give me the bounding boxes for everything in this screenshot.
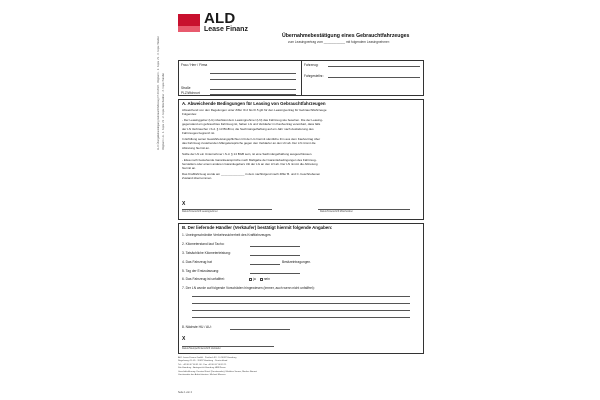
footer-line: Vorsitzender des Aufsichtsrates: Michael Masseo: [178, 374, 226, 377]
lessee-signature-caption: Datum/Unterschrift Leasingnehmer: [182, 210, 218, 213]
section-a-line-7: In Erfüllung seiner Gewährleistungspflichten tritt der LG hiermit sämtliche ihm aus dem Kaufvertrag über: [182, 137, 321, 141]
page-number: Seite 1 von 2: [178, 391, 192, 394]
accident-free-options: [248, 277, 270, 281]
mileage-field[interactable]: [250, 255, 300, 256]
item-8: 8. Nächste HU / AU:: [182, 325, 212, 329]
name-field-line2[interactable]: [210, 79, 296, 80]
section-a-line-11: - Etwa noch bestehende Garantieansprüche nach Maßgabe der Garantiebedingungen des Fahrzeug-: [182, 157, 317, 162]
section-a-line-5: der LN Verbraucher i.S.d. § 13 BGB ist, die Sachmängelhaftung auf ein Jahr nach Auslieferung des: [182, 126, 314, 131]
sidebar-copy-distribution: Original 1 LG · 1. Kopie LN · 2. Kopie Mitschuldner · 3. Kopie Händler: [162, 72, 165, 150]
label-street: Straße: [181, 86, 191, 90]
dealer-signature-caption: Datum/Stempel/Unterschrift Verkäufer: [182, 347, 221, 350]
prior-damage-line-3[interactable]: [192, 310, 410, 311]
label-city: PLZ/Wohnort: [181, 91, 200, 95]
item-3: 3. Tatsächliche Kilometerleistung:: [182, 251, 231, 255]
logo-red-square: [178, 14, 200, 26]
odometer-field[interactable]: [250, 246, 300, 247]
city-field[interactable]: [210, 94, 296, 95]
document-page: [170, 0, 432, 400]
item-4: 4. Das Fahrzeug hat: [182, 260, 212, 264]
ald-logo: [178, 12, 262, 36]
prior-damage-line-2[interactable]: [192, 303, 410, 304]
accident-free-yes-checkbox[interactable]: [249, 278, 252, 281]
footer-line: Tel.: +49 40 47 06 61 00 · Fax +49 40 47 06 61 11: [178, 363, 227, 366]
section-a-title: A. Abweichende Bedingungen für Leasing von Gebrauchtfahrzeugen: [182, 101, 326, 106]
section-a-line-8: das Fahrzeug zustehenden Mängelansprüche gegen den Verkäufer an den LN ab. Der LN nimmt die: [182, 141, 316, 146]
section-a-line-13: hiermit an.: [182, 166, 197, 171]
street-field[interactable]: [210, 89, 296, 90]
vin-field[interactable]: [328, 77, 420, 78]
footer-line: Geschäftsführung: Karsten Rösel (Vorsitzender), Matthias Saurer, Markus Bonnet: [178, 370, 257, 373]
section-a-line-15: Zustand übernommen.: [182, 176, 213, 181]
section-a-line-1: Abweichend von den Regelungen unter Ziffer III.2 bis III.5 gilt für den Leasingvertrag für Gebrauchtfahrzeuge: [182, 108, 327, 112]
label-name: Frau / Herr / Firma: [181, 63, 208, 67]
first-registration-field[interactable]: [250, 273, 300, 274]
item-6: 6. Das Fahrzeug ist unfallfrei:: [182, 277, 225, 281]
sidebar-form-reference: ALD Übergabebestätigung Gebrauchtfahrzeug 07.03.2023 · Original 1 · 2. Kopie LN · 3. Kopie Händler: [157, 36, 160, 150]
section-a-line-4: gegenstand ein gebrauchtes Fahrzeug ist, haben LG und Verkäufer im Kaufvertrag vereinbart, dass falls: [182, 122, 321, 127]
section-a-line-14: Das Kraftfahrzeug wurde am ______________ in dem nachfolgend nach Ziffer B. und C. beschriebenen: [182, 172, 321, 176]
accident-free-no-checkbox[interactable]: [260, 278, 263, 281]
brand-name: ALD: [204, 10, 236, 27]
no-label: nein: [263, 277, 270, 281]
document-title: Übernahmebestätigung eines Gebrauchtfahrzeuges: [282, 33, 410, 39]
item-1: 1. Uneingeschränkte Verkehrssicherheit des Kraftfahrzeuges: [182, 233, 271, 237]
owners-field[interactable]: [250, 264, 280, 265]
label-vin: Fahrgestellnr.:: [304, 74, 325, 78]
section-a-line-2: Folgendes:: [182, 112, 197, 117]
codebtor-signature-caption: Datum/Unterschrift Mitschuldner: [320, 210, 353, 213]
section-a-line-6: Fahrzeuges begrenzt ist.: [182, 130, 216, 135]
section-a-sign-mark: X: [182, 201, 186, 207]
footer-company-info: [178, 357, 257, 377]
footer-line: ALD Lease Finanz GmbH · Postfach 83 · D-20097 Hamburg: [178, 357, 237, 359]
box-divider: [301, 60, 302, 96]
label-vehicle: Fahrzeug:: [304, 63, 319, 67]
yes-label: ja: [253, 277, 256, 281]
brand-subname: Lease Finanz: [204, 26, 248, 33]
logo-pink-bar: [178, 26, 200, 32]
inspection-field[interactable]: [230, 329, 290, 330]
owners-suffix: Besitzeintragungen.: [282, 260, 312, 264]
item-2: 2. Kilometerstand laut Tacho:: [182, 242, 225, 246]
section-a-line-10: Sollte der LN ein Unternehmer i.S.d. § 14 BGB sein, ist eine Sachmängelhaftung ausgeschlossen.: [182, 151, 313, 156]
section-a-line-12: herstellers oder einem anderen Garantiegebers tritt der LG an den LN ab. Der LN nimmt die Abtretung: [182, 161, 318, 166]
footer-line: Nagelsweg 41–45 · 20097 Hamburg · Deutschland: [178, 360, 228, 363]
vehicle-field[interactable]: [328, 66, 420, 67]
name-field[interactable]: [210, 73, 296, 74]
item-5: 5. Tag der Erstzulassung:: [182, 269, 220, 273]
footer-line: Sitz Hamburg · Amtsgericht Hamburg HRB 9xxxx: [178, 367, 226, 370]
prior-damage-line-1[interactable]: [192, 296, 410, 297]
prior-damage-line-4[interactable]: [192, 317, 410, 318]
item-7: 7. Der LN wurde auf folgende Vorschäden hingewiesen (immer, auch wenn nicht unfallfrei):: [182, 286, 315, 290]
section-b-title: B. Der liefernde Händler (Verkäufer) bestätigt hiermit folgende Angaben:: [182, 225, 333, 230]
document-subtitle: zum Leasingvertrag vom ____________ mit folgendem Leasingnehmer:: [288, 40, 390, 44]
section-b-sign-mark: X: [182, 336, 186, 342]
section-a-line-3: - Der Leasinggeber (LG) überlässt dem Leasingnehmer (LN) das Fahrzeug wie besehen. Die der Leasing-: [182, 118, 323, 122]
section-a-line-9: Abtretung hiermit an.: [182, 145, 210, 150]
